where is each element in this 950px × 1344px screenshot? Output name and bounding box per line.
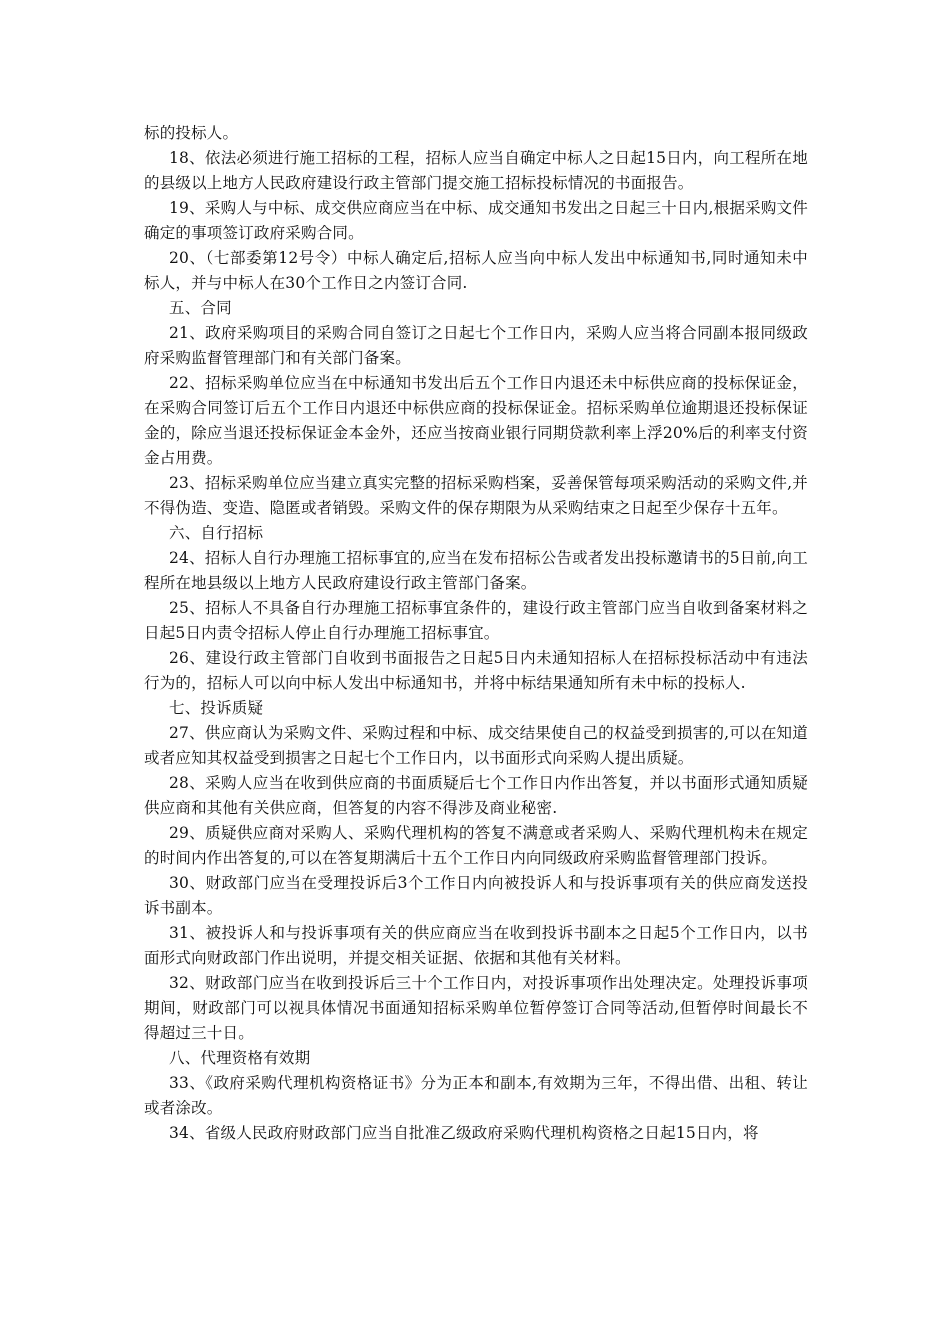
paragraph-item-25: 25、招标人不具备自行办理施工招标事宜条件的，建设行政主管部门应当自收到备案材料之日起5日内责令招标人停止自行办理施工招标事宜。 [144, 599, 808, 642]
paragraph-item-29: 29、质疑供应商对采购人、采购代理机构的答复不满意或者采购人、采购代理机构未在规定的时间内作出答复的,可以在答复期满后十五个工作日内向同级政府采购监督管理部门投诉。 [144, 824, 808, 867]
paragraph-item-22: 22、招标采购单位应当在中标通知书发出后五个工作日内退还未中标供应商的投标保证金，在采购合同签订后五个工作日内退还中标供应商的投标保证金。招标采购单位逾期退还投标保证金的，除应当退还投标保证金本金外，还应当按商业银行同期贷款利率上浮20%后的利率支付资金占用费。 [144, 374, 808, 467]
section-heading-contract: 五、合同 [169, 299, 232, 317]
paragraph-item-24: 24、招标人自行办理施工招标事宜的,应当在发布招标公告或者发出投标邀请书的5日前,向工程所在地县级以上地方人民政府建设行政主管部门备案。 [144, 549, 808, 592]
paragraph-item-18: 18、依法必须进行施工招标的工程，招标人应当自确定中标人之日起15日内，向工程所在地的县级以上地方人民政府建设行政主管部门提交施工招标投标情况的书面报告。 [144, 149, 808, 192]
paragraph-item-23: 23、招标采购单位应当建立真实完整的招标采购档案，妥善保管每项采购活动的采购文件,并不得伪造、变造、隐匿或者销毁。采购文件的保存期限为从采购结束之日起至少保存十五年。 [144, 474, 808, 517]
paragraph-item-28: 28、采购人应当在收到供应商的书面质疑后七个工作日内作出答复，并以书面形式通知质疑供应商和其他有关供应商，但答复的内容不得涉及商业秘密. [144, 774, 808, 817]
section-heading-complaints: 七、投诉质疑 [169, 699, 264, 717]
paragraph-item-26: 26、建设行政主管部门自收到书面报告之日起5日内未通知招标人在招标投标活动中有违法行为的，招标人可以向中标人发出中标通知书，并将中标结果通知所有未中标的投标人. [144, 649, 808, 692]
paragraph-item-32: 32、财政部门应当在收到投诉后三十个工作日内，对投诉事项作出处理决定。处理投诉事项期间，财政部门可以视具体情况书面通知招标采购单位暂停签订合同等活动,但暂停时间最长不得超过三十日。 [144, 974, 808, 1042]
paragraph-item-27: 27、供应商认为采购文件、采购过程和中标、成交结果使自己的权益受到损害的,可以在知道或者应知其权益受到损害之日起七个工作日内，以书面形式向采购人提出质疑。 [144, 724, 808, 767]
paragraph-item-31: 31、被投诉人和与投诉事项有关的供应商应当在收到投诉书副本之日起5个工作日内，以书面形式向财政部门作出说明，并提交相关证据、依据和其他有关材料。 [144, 924, 808, 967]
paragraph-item-19: 19、采购人与中标、成交供应商应当在中标、成交通知书发出之日起三十日内,根据采购文件确定的事项签订政府采购合同。 [144, 199, 808, 242]
section-heading-agency-validity: 八、代理资格有效期 [169, 1049, 311, 1067]
paragraph-item-21: 21、政府采购项目的采购合同自签订之日起七个工作日内，采购人应当将合同副本报同级政府采购监督管理部门和有关部门备案。 [144, 324, 808, 367]
section-heading-self-tender: 六、自行招标 [169, 524, 264, 542]
document-body [144, 121, 808, 1146]
paragraph-item-34: 34、省级人民政府财政部门应当自批准乙级政府采购代理机构资格之日起15日内，将 [169, 1124, 759, 1142]
paragraph-continuation: 标的投标人。 [144, 124, 239, 142]
paragraph-item-30: 30、财政部门应当在受理投诉后3个工作日内向被投诉人和与投诉事项有关的供应商发送投诉书副本。 [144, 874, 808, 917]
paragraph-item-33: 33、《政府采购代理机构资格证书》分为正本和副本,有效期为三年，不得出借、出租、转让或者涂改。 [144, 1074, 808, 1117]
paragraph-item-20: 20、（七部委第12号令）中标人确定后,招标人应当向中标人发出中标通知书,同时通知未中标人，并与中标人在30个工作日之内签订合同. [144, 249, 808, 292]
